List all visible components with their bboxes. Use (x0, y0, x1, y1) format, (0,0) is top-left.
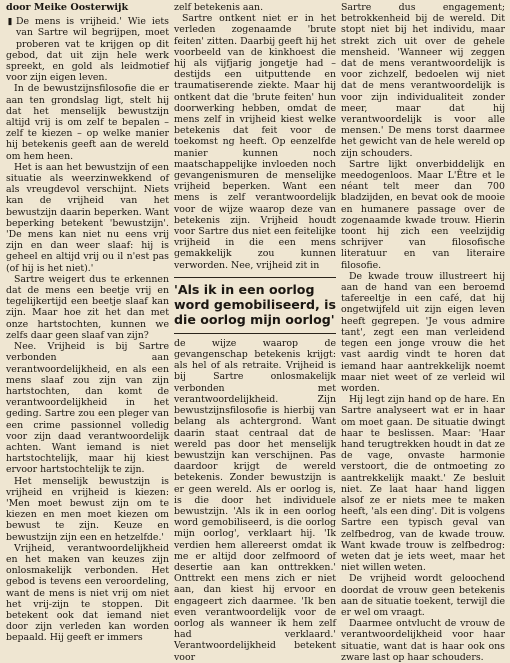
paragraph: Daarmee ontvlucht de vrouw de verantwoordelijkheid voor haar situatie, want dat is haar ook ons zware last op haar schouders. (341, 618, 505, 663)
pull-quote: 'Als ik in een oorlog word gemobiliseerd, is die oorlog mijn oorlog' (174, 281, 336, 327)
column-right (341, 2, 505, 663)
lede-text: De mens is vrijheid.' Wie iets van Sartre wil begrijpen, moet proberen vat te krijgen op dit gebod, dat uit zijn hele werk spreekt, en gold als leidmotief voor zijn eigen leven. (6, 16, 169, 84)
paragraph: Sartre ontkent niet er in het verleden zogenaamde 'brute feiten' zitten. Daarbij geeft hij het voorbeeld van de kinkhoest die hij als vijfjarig jongetje had – destijds een uitputtende en traumatiserende ziekte. Maar hij ontkent dat die 'brute feiten' hun doorwerking hebben, omdat de mens zelf in vrijheid kiest welke betekenis dat feit voor de toekomst ng heeft. Op eenzelfde manier kunnen noch maatschappelijke invloeden noch gevangenismuren de menselijke vrijheid beperken. Want een mens is zelf verantwoordelijk voor de wijze waarop deze van betekenis zijn. Vrijheid houdt voor Sartre dus niet een feitelijke vrijheid in die een mens gemakkelijk zou kunnen verworden. Nee, vrijheid zit in (174, 13, 336, 271)
paragraph: Sartre lijkt onverbiddelijk en meedogenloos. Maar L'Être et le néant telt meer dan 700 bladzijden, en bevat ook de mooie en humanere passage over de zogenaamde kwade trouw. Hierin toont hij zich een veelzijdig schrijver van filosofische literatuur en van literaire filosofie. (341, 158, 505, 271)
paragraph: In de bewustzijnsfilosofie die er aan ten grondslag ligt, stelt hij dat het menselijk bewustzijn altijd vrij is om zelf te bepalen – zelf te kiezen – op welke manier hij betekenis geeft aan de wereld om hem heen. (6, 83, 169, 162)
paragraph: Het menselijk bewustzijn is vrijheid en vrijheid is kiezen: 'Men moet bewust zijn om te kiezen en men moet kiezen om bewust te zijn. Keuze en bewustzijn zijn een en hetzelfde.' (6, 475, 169, 543)
paragraph: Hij legt zijn hand op de hare. En Sartre analyseert wat er in haar om moet gaan. De situatie dwingt haar te beslissen. Maar: 'Haar hand terugtrekken houdt in dat ze de vage, onvaste harmonie verstoort, die de ontmoeting zo aantrekkelijk maakt.' Ze besluit niet. Ze laat haar hand liggen alsof ze er niets mee te maken heeft, 'als een ding'. Dit is volgens Sartre een typisch geval van zelfbedrog, van de kwade trouw. Want kwade trouw is zelfbedrog: weten dat je iets weet, maar het niet willen weten. (341, 394, 505, 574)
drop-quote-mark: ' (6, 14, 14, 45)
paragraph: zelf betekenis aan. (174, 2, 264, 13)
paragraph: Vrijheid, verantwoordelijkheid en het maken van keuzes zijn onlosmakelijk verbonden. Het gebod is tevens een veroordeling, want de mens is niet vrij om niet het vrij-zijn te stoppen. Dit betekent ook dat iemand niet door zijn verleden kan worden bepaald. Hij geeft er immers (6, 542, 169, 644)
pullquote-rule-bottom (174, 333, 336, 334)
pullquote-rule-top (174, 277, 336, 278)
lede-paragraph (6, 16, 169, 83)
column-left (6, 2, 169, 644)
paragraph: Sartre dus engagement; betrokkenheid bij de wereld. Dit stopt niet bij het individu, maar strekt zich uit over de gehele mensheid. 'Wanneer wij zeggen dat de mens verantwoordelijk is voor zichzelf, bedoelen wij niet dat de mens verantwoordelijk is voor zijn individualiteit zonder meer, maar dat hij verantwoordelijk is voor alle mensen.' De mens torst daarmee het gewicht van de hele wereld op zijn schouders. (341, 2, 505, 159)
paragraph: Sartre weigert dus te erkennen dat de mens een beetje vrij en tegelijkertijd een beetje slaaf kan zijn. Maar hoe zit het dan met onze hartstochten, kunnen we zelfs daar geen slaaf van zijn? (6, 273, 169, 341)
paragraph: De vrijheid wordt geloochend doordat de vrouw geen betekenis aan de situatie toekent, terwijl die er wel om vraagt. (341, 573, 505, 618)
paragraph: Nee. Vrijheid is bij Sartre verbonden aan verantwoordelijkheid, en als een mens slaaf zou zijn van zijn hartstochten, dan komt de verantwoordelijkheid in het geding. Sartre zou een pleger van een crime passionnel volledig voor zijn daad verantwoordelijk achten. Want iemand is niet hartstochtelijk, maar hij kiest ervoor hartstochtelijk te zijn. (6, 341, 169, 476)
byline: door Meike Oosterwijk (6, 2, 129, 13)
paragraph: Het is aan het bewustzijn of een situatie als weerzinwekkend of als vreugdevol verschijnt. Niets kan de vrijheid van het bewustzijn daarin beperken. Want beperking betekent 'bewustzijn'. 'De mens kan niet nu eens vrij zijn en dan weer slaaf: hij is geheel en altijd vrij ou il n'est pas (of hij is het niet).' (6, 161, 169, 274)
column-middle (174, 2, 336, 663)
paragraph: de wijze waarop de gevangenschap betekenis krijgt: als hel of als retraite. Vrijheid is bij Sartre onlosmakelijk verbonden met verantwoordelijkheid. Zijn bewustzijnsfilosofie is hierbij van belang als achtergrond. Want daarin staat centraal dat de wereld pas door het menselijk bewustzijn kan verschijnen. Pas daardoor krijgt de wereld betekenis. Zonder bewustzijn is er geen wereld. Als er oorlog is, is die door het individuele bewustzijn. 'Als ik in een oorlog word gemobiliseerd, is die oorlog mijn oorlog', verklaart hij. 'Ik verdien hem allereerst omdat ik me er altijd door zelfmoord of desertie aan kan onttrekken.' Onttrekt een mens zich er niet aan, dan kiest hij ervoor en engageert zich daarmee. 'Ik ben even verantwoordelijk voor de oorlog als wanneer ik hem zelf had verklaard.' Verantwoordelijkheid betekent voor (174, 337, 336, 663)
paragraph: De kwade trouw illustreert hij aan de hand van een beroemd tafereeltje in een café, dat hij ongetwijfeld uit zijn eigen leven heeft gegrepen. 'Je vous admire tant', zegt een man verleidend tegen een jonge vrouw die het vast aardig vindt te horen dat iemand haar aantrekkelijk noemt maar niet weet of ze verleid wil worden. (341, 270, 505, 394)
